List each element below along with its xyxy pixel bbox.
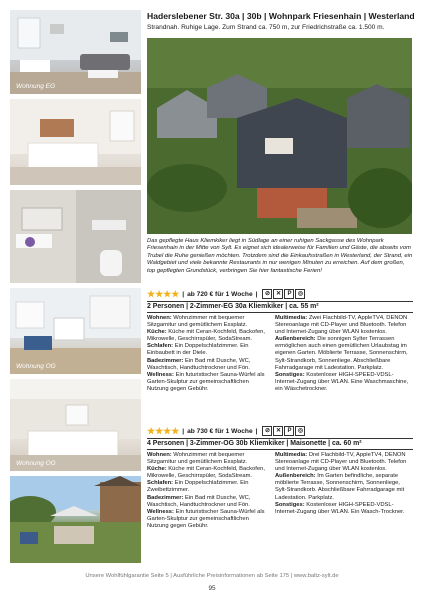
photo-bedroom-og: [10, 379, 141, 471]
price-label: ab 720 € für 1 Woche: [187, 290, 253, 298]
no-smoking-icon: ⊘: [262, 289, 272, 299]
divider: [147, 312, 413, 313]
bedroom-illustration: [10, 99, 141, 185]
rating-stars: ★★★★: [147, 425, 180, 436]
kitchen-illustration: [10, 288, 141, 374]
page-number: 95: [208, 585, 216, 592]
page-title: Haderslebener Str. 30a | 30b | Wohnpark Friesenhain | Westerland: [147, 11, 415, 21]
divider: [147, 449, 413, 450]
divider: [147, 301, 413, 302]
photo-caption: Wohnung OG: [16, 363, 56, 370]
divider: [147, 438, 413, 439]
unit-1-details-left: Wohnen: Wohnzimmer mit bequemer Sitzgarnitur und gemütlichem Essplatz. Küche: Küche mit Ceran-Kochfeld, Backofen, Mikrowelle, Geschirrspüler, SodaStream. Schlafen: Ein Doppelschlafzimmer. Ein Einbaubett in der Diele. Badezimmer: Ein Bad mit Dusche, WC, Waschtisch, Handtuchtrockner und Fön. Wellness: Ein futuristischer Sauna-Würfel als Garten-Skulptur zur gemeinschaftlichen Nutzung gegen Gebühr.: [147, 315, 265, 392]
page-subtitle: Strandnah. Ruhige Lage. Zum Strand ca. 750 m, zur Friedrichstraße ca. 1.500 m.: [147, 24, 385, 31]
photo-bathroom-eg: [10, 190, 141, 283]
no-pets-icon: ✕: [273, 426, 283, 436]
washing-machine-icon: ◎: [295, 289, 305, 299]
bathroom-illustration: [10, 190, 141, 283]
photo-living-room-eg: [10, 10, 141, 94]
parking-icon: P: [284, 289, 294, 299]
no-pets-icon: ✕: [273, 289, 283, 299]
price-label: ab 730 € für 1 Woche: [187, 427, 253, 435]
photo-kitchen-og: [10, 288, 141, 374]
rating-row: ★★★★ | ab 730 € für 1 Woche | ⊘ ✕ P ◎: [147, 426, 305, 436]
unit-title: 2 Personen | 2-Zimmer-EG 30a Kliemkiker | ca. 55 m²: [147, 303, 319, 310]
washing-machine-icon: ◎: [295, 426, 305, 436]
unit-1-details-right: Multimedia: Zwei Flachbild-TV, AppleTV4, DENON Stereoanlage mit CD-Player und Bluetooth. Telefon und Internet-Zugang über WLAN kostenlos. Außenbereich: Die sonnigen Sylter Terrassen ermöglichen auch einen gemütlichen Urlaubstag im eigenen Garten. Möblierte Terrasse, Sonnenschirm, Sylt-Strandkorb, Sonnenliege. Abschließbare Fahrradgarage mit Ladestation. Parkplatz. Sonstiges: Kostenloser HIGH-SPEED-VDSL-Internet-Zugang über WLAN. Eine Waschmaschine, ein Wäschetrockner.: [275, 315, 409, 392]
rating-row: ★★★★ | ab 720 € für 1 Woche | ⊘ ✕ P ◎: [147, 289, 305, 299]
no-smoking-icon: ⊘: [262, 426, 272, 436]
parking-icon: P: [284, 426, 294, 436]
hero-aerial-photo: [147, 38, 412, 234]
footer-links: Unsere Wohlfühlgarantie Seite 5 | Ausführliche Preisinformationen ab Seite 175 | www.baltz-sylt.de: [85, 573, 339, 579]
photo-garden-terrace: [10, 476, 141, 563]
unit-title: 4 Personen | 3-Zimmer-OG 30b Kliemkiker | Maisonette | ca. 60 m²: [147, 440, 362, 447]
amenity-icons: [262, 289, 305, 299]
unit-2-details-left: Wohnen: Wohnzimmer mit bequemer Sitzgarnitur und gemütlichem Essplatz. Küche: Küche mit Ceran-Kochfeld, Backofen, Mikrowelle, Geschirrspüler, SodaStream. Schlafen: Ein Doppelschlafzimmer. Ein Zweibettzimmer. Badezimmer: Ein Bad mit Dusche, WC, Waschtisch, Handtuchtrockner und Fön. Wellness: Ein futuristischer Sauna-Würfel als Garten-Skulptur zur gemeinschaftlichen Nutzung gegen Gebühr.: [147, 452, 265, 529]
unit-2-details-right: Multimedia: Drei Flachbild-TV, AppleTV4, DENON Stereoanlage mit CD-Player und Bluetooth. Telefon und Internet-Zugang über WLAN kostenlos. Außenbereich: Im Garten befindliche, separate möblierte Terrasse, Sonnenschirm, Sonnenliege, Sylt-Strandkorb. Abschließbare Fahrradgarage mit Ladestation. Parkplatz. Sonstiges: Kostenloser HIGH-SPEED-VDSL-Internet-Zugang über WLAN. Ein Wasch-Trockner.: [275, 452, 407, 515]
photo-caption: Wohnung OG: [16, 460, 56, 467]
photo-bedroom-eg: [10, 99, 141, 185]
intro-description: Das gepflegte Haus Kliemkiker liegt in Südlage an einer ruhigen Sackgasse des Wohnpark Friesenhain in der Mitte von Sylt. Es eignet sich idealerweise für Familien und Gäste, die abseits vom Trubel die Ruhe genießen möchten. Trotzdem sind die Einkaufsstraßen in Westerland, der Strand, ein Waldgebiet und viele bekannte Restaurants in nur wenigen Minuten zu erreichen. Auf dem großen, top gepflegten Grundstück, verbringen Sie hier fantastische Ferien!: [147, 238, 413, 274]
bedroom-og-illustration: [10, 379, 141, 471]
living-room-illustration: [10, 10, 141, 94]
amenity-icons: [262, 426, 305, 436]
aerial-house-illustration: [147, 38, 412, 234]
garden-illustration: [10, 476, 141, 563]
rating-stars: ★★★★: [147, 288, 180, 299]
photo-caption: Wohnung EG: [16, 83, 56, 90]
